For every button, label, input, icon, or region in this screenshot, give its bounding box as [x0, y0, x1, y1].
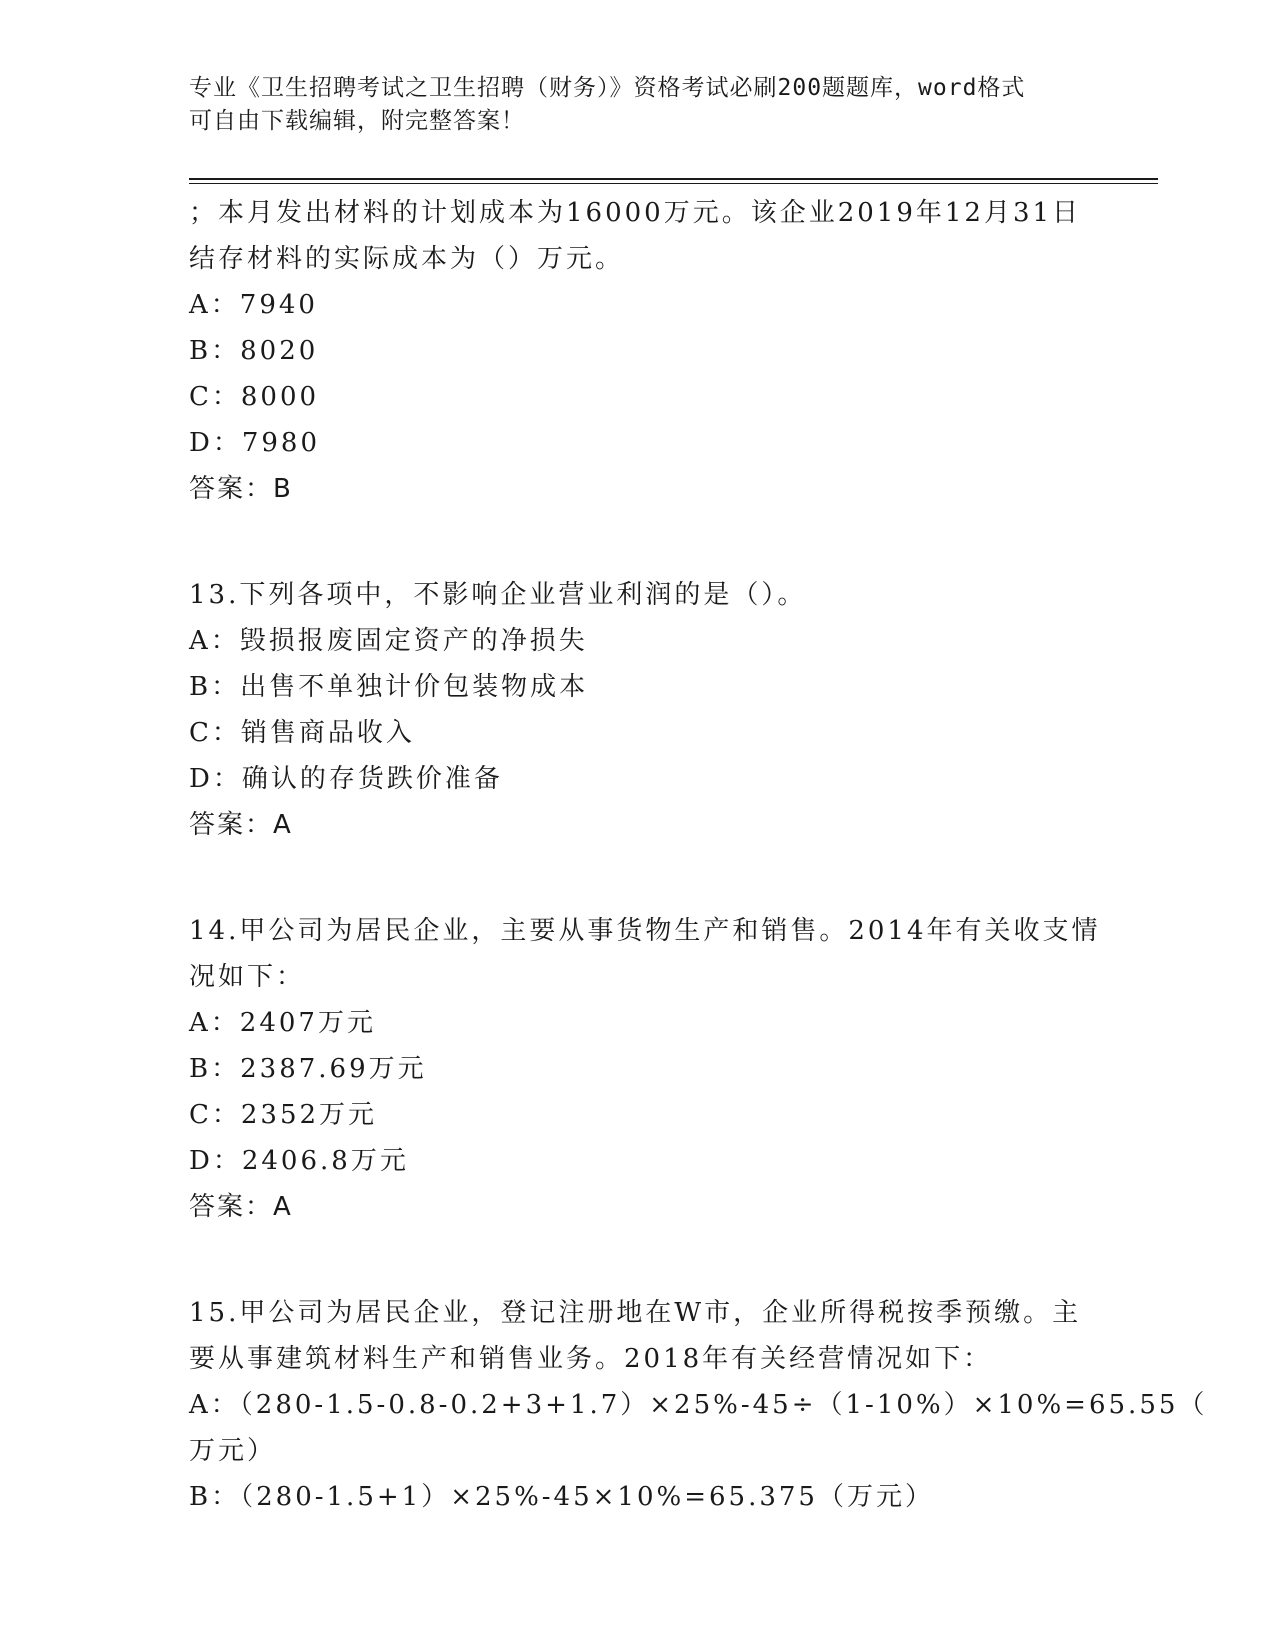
option-c: C：销售商品收入 [189, 718, 415, 748]
question-15 [189, 1290, 1208, 1520]
option-b: B：2387.69万元 [189, 1054, 427, 1084]
question-stem: 13.下列各项中，不影响企业营业利润的是（）。 [189, 580, 807, 610]
option-d: D：确认的存货跌价准备 [189, 764, 503, 794]
header-divider-thick [189, 178, 1158, 180]
header-title-line-1: 专业《卫生招聘考试之卫生招聘（财务）》资格考试必刷200题题库，word格式 [189, 75, 1026, 101]
question-stem: 结存材料的实际成本为（）万元。 [189, 244, 625, 274]
option-a-continued: 万元） [189, 1436, 277, 1466]
option-a: A：2407万元 [189, 1008, 376, 1038]
question-stem: ；本月发出材料的计划成本为16000万元。该企业2019年12月31日 [189, 198, 1082, 228]
question-stem: 要从事建筑材料生产和销售业务。2018年有关经营情况如下： [189, 1344, 993, 1374]
option-c: C：8000 [189, 382, 320, 412]
option-d: D：2406.8万元 [189, 1146, 409, 1176]
option-d: D：7980 [189, 428, 321, 458]
option-a: A：毁损报废固定资产的净损失 [189, 626, 588, 656]
spacer [189, 1230, 1089, 1290]
answer-line: 答案：A [189, 810, 293, 840]
option-a: A：7940 [189, 290, 318, 320]
question-list [189, 190, 1208, 1520]
question-stem: 况如下： [189, 962, 306, 992]
answer-line: 答案：B [189, 474, 293, 504]
spacer [189, 848, 1089, 908]
question-13 [189, 572, 1089, 848]
option-b: B：8020 [189, 336, 319, 366]
question-12 [189, 190, 1089, 512]
spacer [189, 512, 1089, 572]
option-b: B：（280-1.5+1）×25%-45×10%=65.375（万元） [189, 1482, 934, 1512]
question-14 [189, 908, 1101, 1230]
question-stem: 15.甲公司为居民企业，登记注册地在W市，企业所得税按季预缴。主 [189, 1298, 1082, 1328]
header-title-line-2: 可自由下载编辑，附完整答案！ [189, 108, 525, 134]
document-header [189, 72, 1089, 138]
option-c: C：2352万元 [189, 1100, 378, 1130]
option-b: B：出售不单独计价包装物成本 [189, 672, 589, 702]
option-a: A：（280-1.5-0.8-0.2+3+1.7）×25%-45÷（1-10%）×10%=65.55（ [189, 1390, 1208, 1420]
question-stem: 14.甲公司为居民企业，主要从事货物生产和销售。2014年有关收支情 [189, 916, 1101, 946]
answer-line: 答案：A [189, 1192, 293, 1222]
header-divider-thin [189, 183, 1158, 184]
